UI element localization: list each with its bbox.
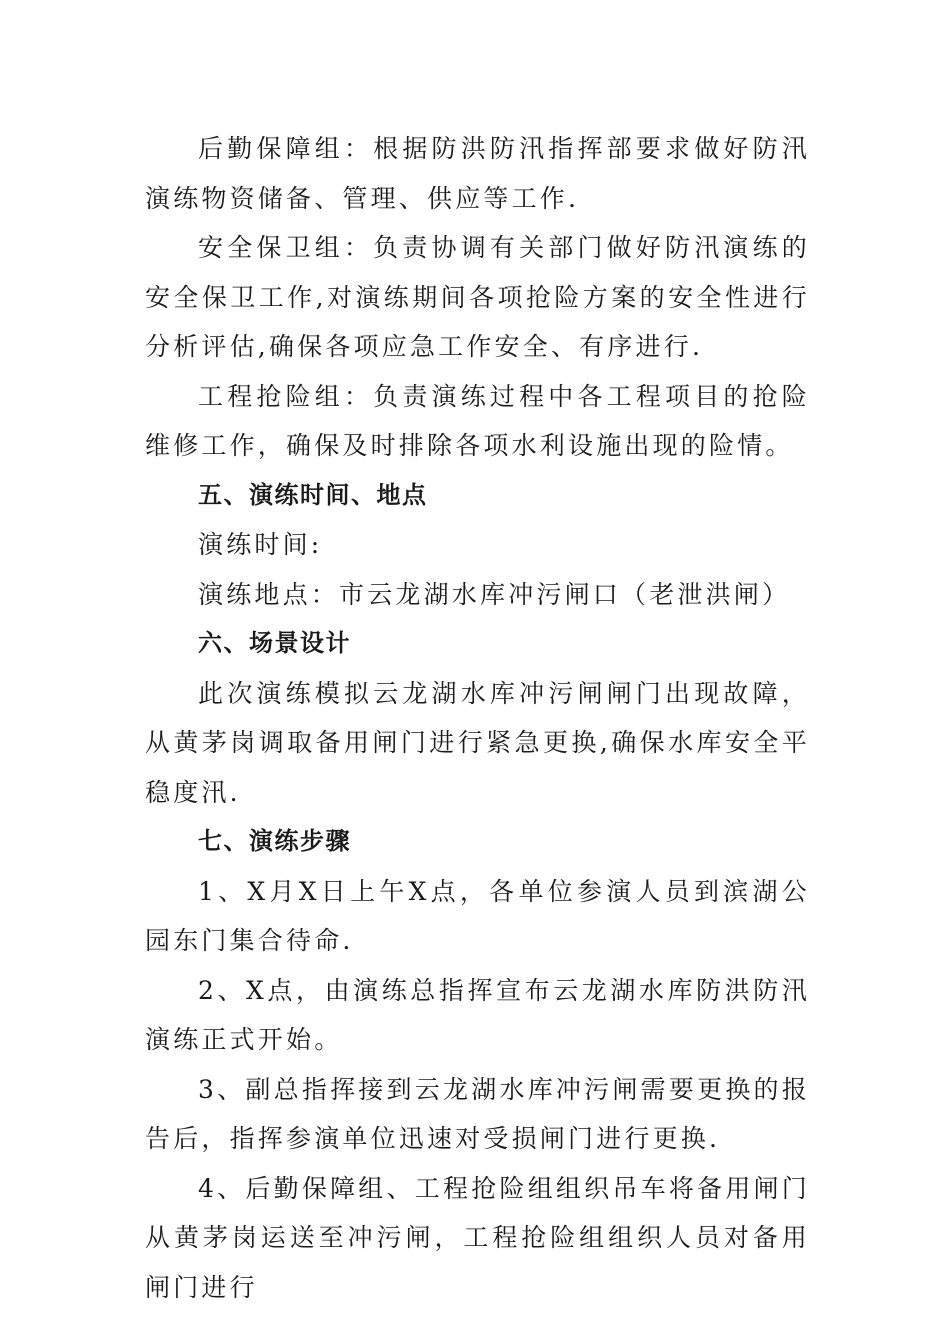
- paragraph-step-3: 3、副总指挥接到云龙湖水库冲污闸需要更换的报告后，指挥参演单位迅速对受损闸门进行更换.: [145, 1074, 810, 1153]
- paragraph-scenario: 此次演练模拟云龙湖水库冲污闸闸门出现故障，从黄茅岗调取备用闸门进行紧急更换,确保水库安全平稳度汛.: [145, 678, 810, 807]
- section-heading-time-place: 五、演练时间、地点: [198, 480, 428, 509]
- section-heading-scenario: 六、场景设计: [198, 629, 351, 657]
- paragraph-step-4: 4、后勤保障组、工程抢险组组织吊车将备用闸门从黄茅岗运送至冲污闸，工程抢险组组织人员对备用闸门进行: [145, 1173, 810, 1302]
- paragraph-logistics-group: 后勤保障组：根据防洪防汛指挥部要求做好防汛演练物资储备、管理、供应等工作.: [145, 134, 810, 213]
- section-heading-steps: 七、演练步骤: [198, 827, 351, 855]
- paragraph-drill-location: 演练地点：市云龙湖水库冲污闸口（老泄洪闸）: [198, 579, 791, 609]
- paragraph-drill-time: 演练时间:: [198, 530, 323, 559]
- paragraph-security-group: 安全保卫组：负责协调有关部门做好防汛演练的安全保卫工作,对演练期间各项抢险方案的安全性进行分析评估,确保各项应急工作安全、有序进行.: [145, 233, 810, 361]
- document-body: [145, 124, 810, 1312]
- paragraph-step-2: 2、X点，由演练总指挥宣布云龙湖水库防洪防汛演练正式开始。: [145, 975, 810, 1054]
- paragraph-engineering-group: 工程抢险组：负责演练过程中各工程项目的抢险维修工作，确保及时排除各项水利设施出现的险情。: [145, 381, 810, 460]
- paragraph-step-1: 1、X月X日上午X点，各单位参演人员到滨湖公园东门集合待命.: [145, 876, 810, 955]
